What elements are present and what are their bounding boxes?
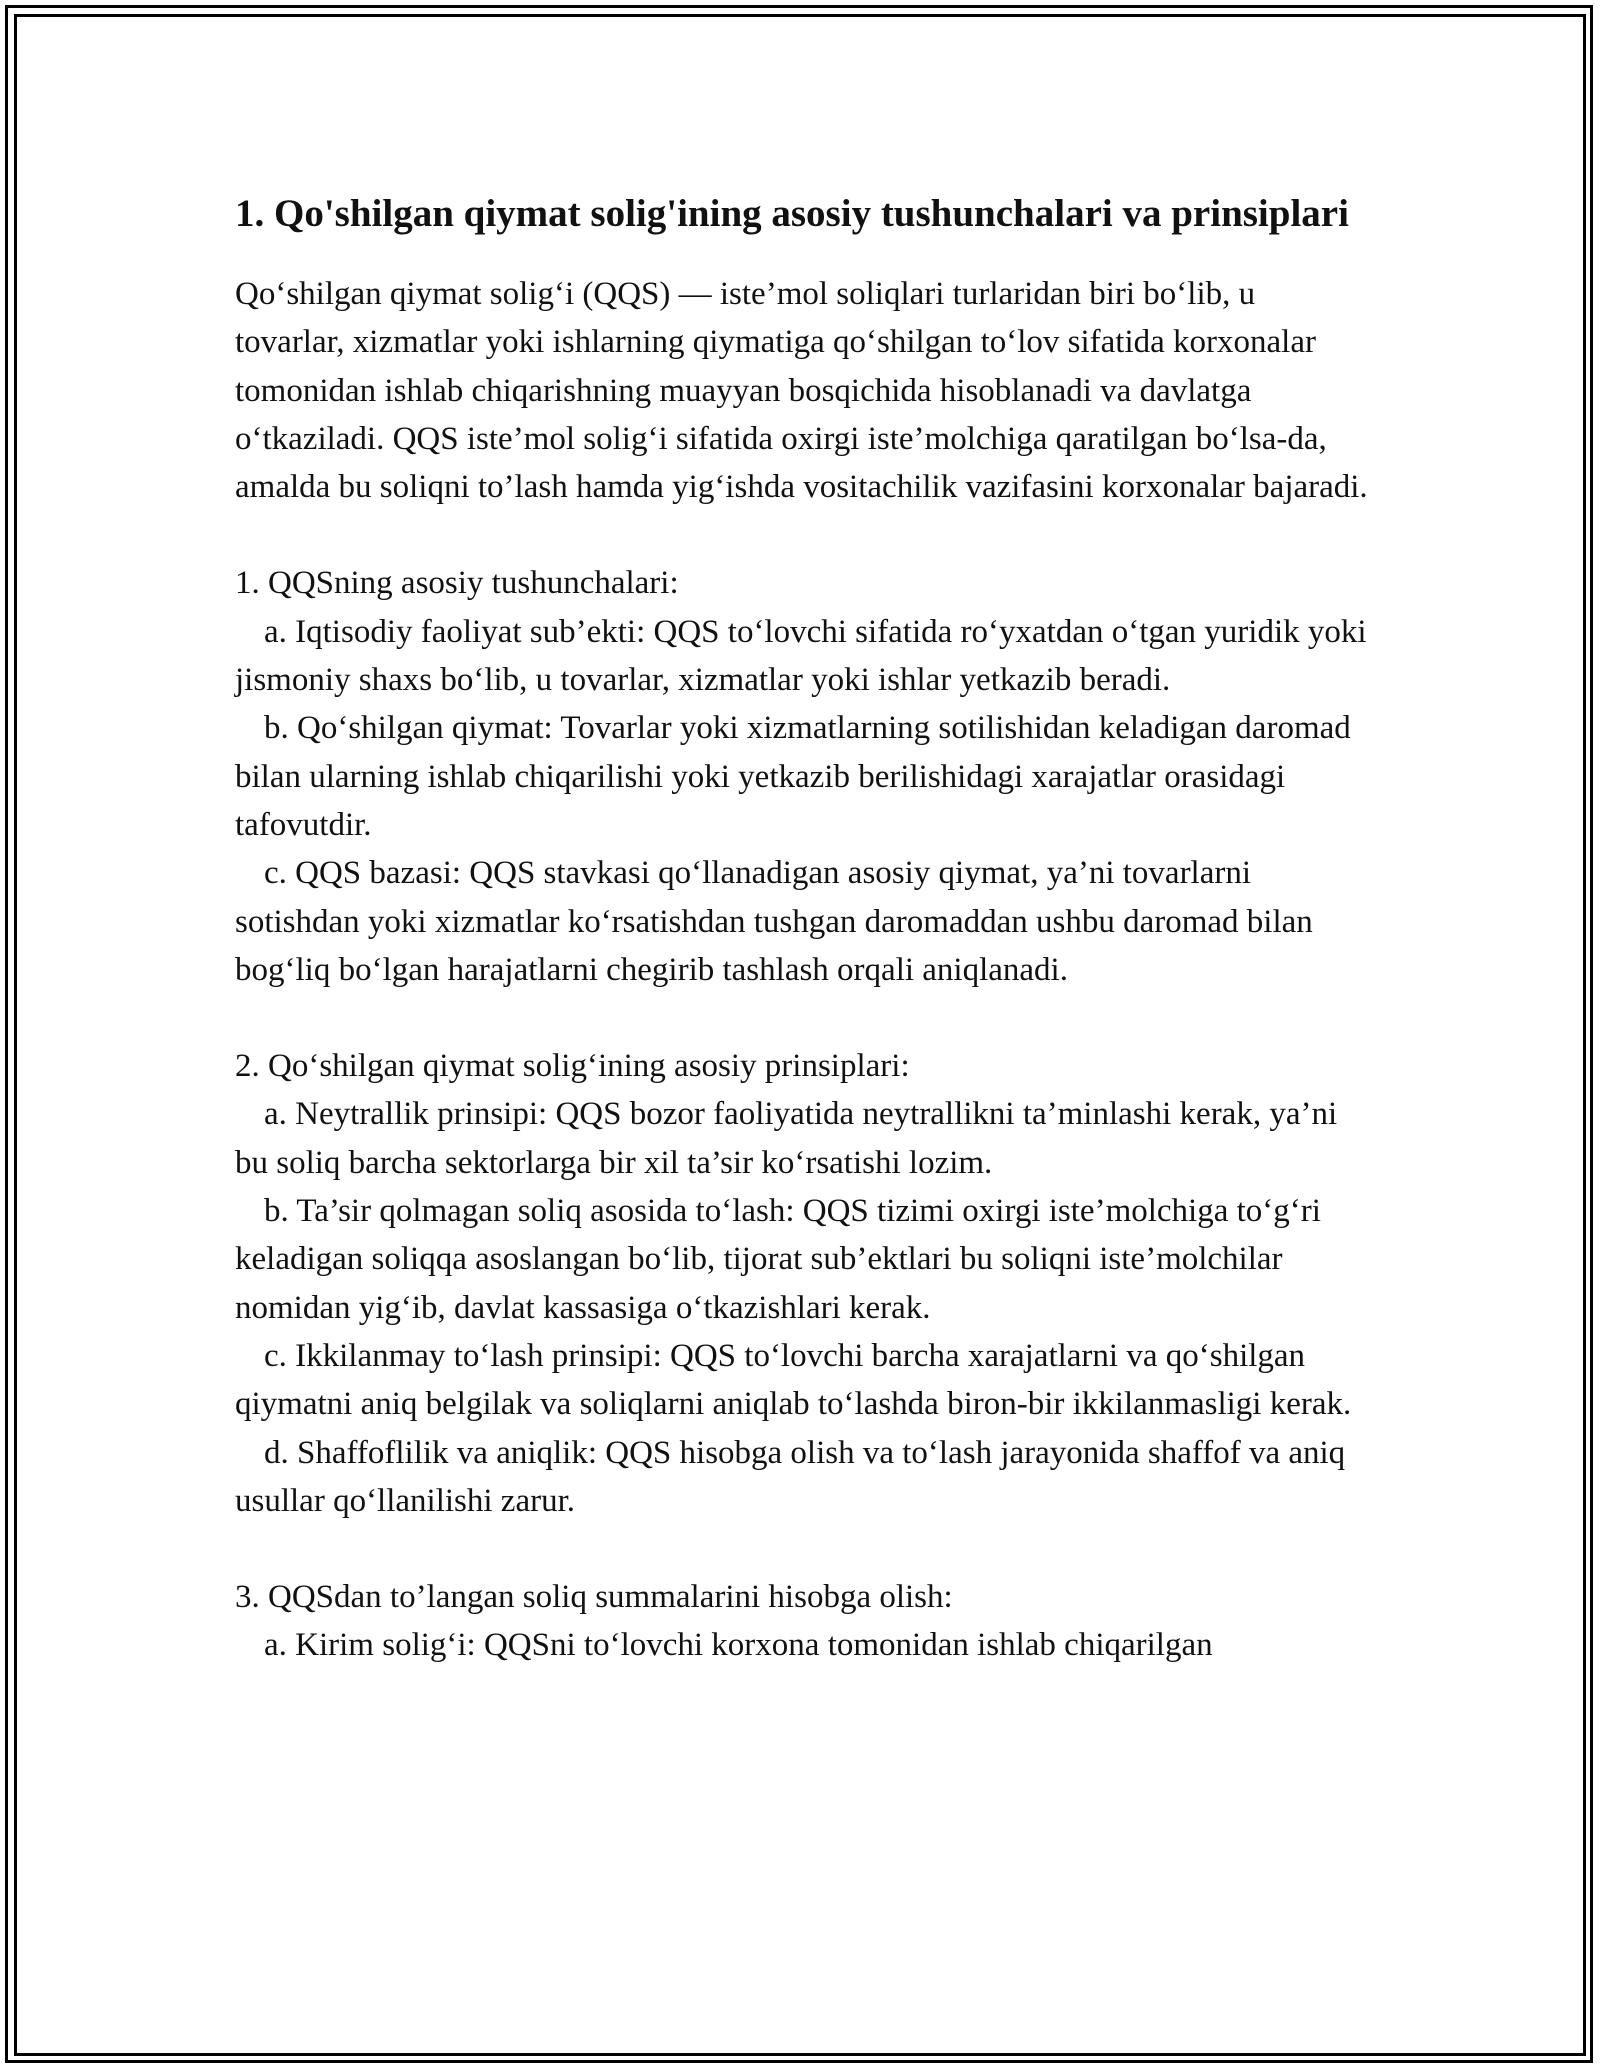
document-title: 1. Qo'shilgan qiymat solig'ining asosiy tushunchalari va prinsiplari [235, 192, 1349, 235]
list-item-text: b. Qo‘shilgan qiymat: Tovarlar yoki xizmatlarning sotilishidan keladigan daromad bilan ularning ishlab chiqarilishi yoki yetkazib berilishidagi xarajatlar orasidagi tafovutdir. [235, 710, 1351, 843]
list-item [235, 1621, 1370, 1669]
intro-paragraph: Qo‘shilgan qiymat solig‘i (QQS) — iste’mol soliqlari turlaridan biri bo‘lib, u tovarlar, xizmatlar yoki ishlarning qiymatiga qo‘shilgan to‘lov sifatida korxonalar tomonidan ishlab chiqarishning muayyan bosqichida hisoblanadi va davlatga o‘tkaziladi. QQS iste’mol solig‘i sifatida oxirgi iste’molchiga qaratilgan bo‘lsa-da, amalda bu soliqni to’lash hamda yig‘ishda vositachilik vazifasini korxonalar bajaradi. [235, 276, 1368, 506]
list-item [235, 849, 1370, 994]
section-principles [235, 1042, 1370, 1525]
list-item [235, 1090, 1370, 1187]
list-item [235, 1429, 1370, 1526]
section-accounting [235, 1573, 1370, 1670]
list-item [235, 608, 1370, 705]
section-heading: 1. QQSning asosiy tushunchalari: [235, 565, 679, 602]
section-heading: 3. QQSdan to’langan soliq summalarini hisobga olish: [235, 1579, 953, 1616]
list-item-text: b. Ta’sir qolmagan soliq asosida to‘lash: QQS tizimi oxirgi iste’molchiga to‘g‘ri keladigan soliqqa asoslangan bo‘lib, tijorat sub’ektlari bu soliqni iste’molchilar nomidan yig‘ib, davlat kassasiga o‘tkazishlari kerak. [235, 1193, 1321, 1326]
list-item [235, 1187, 1370, 1332]
list-item-text: c. QQS bazasi: QQS stavkasi qo‘llanadigan asosiy qiymat, ya’ni tovarlarni sotishdan yoki xizmatlar ko‘rsatishdan tushgan daromaddan ushbu daromad bilan bog‘liq bo‘lgan harajatlarni chegirib tashlash orqali aniqlanadi. [235, 855, 1313, 988]
list-item-text: c. Ikkilanmay to‘lash prinsipi: QQS to‘lovchi barcha xarajatlarni va qo‘shilgan qiymatni aniq belgilak va soliqlarni aniqlab to‘lashda biron-bir ikkilanmasligi kerak. [235, 1337, 1352, 1423]
section-concepts [235, 559, 1370, 994]
list-item-text: d. Shaffoflilik va aniqlik: QQS hisobga olish va to‘lash jarayonida shaffof va aniq usullar qo‘llanilishi zarur. [235, 1434, 1346, 1519]
list-item [235, 1332, 1370, 1429]
list-item-text: a. Neytrallik prinsipi: QQS bozor faoliyatida neytrallikni ta’minlashi kerak, ya’ni bu soliq barcha sektorlarga bir xil ta’sir ko‘rsatishi lozim. [235, 1096, 1338, 1181]
list-item-text: a. Iqtisodiy faoliyat sub’ekti: QQS to‘lovchi sifatida ro‘yxatdan o‘tgan yuridik yoki jismoniy shaxs bo‘lib, u tovarlar, xizmatlar yoki ishlar yetkazib beradi. [235, 613, 1367, 699]
list-item-text: a. Kirim solig‘i: QQSni to‘lovchi korxona tomonidan ishlab chiqarilgan [264, 1627, 1213, 1664]
section-heading: 2. Qo‘shilgan qiymat solig‘ining asosiy prinsiplari: [235, 1048, 910, 1085]
list-item [235, 704, 1370, 849]
document-body [235, 186, 1370, 1670]
